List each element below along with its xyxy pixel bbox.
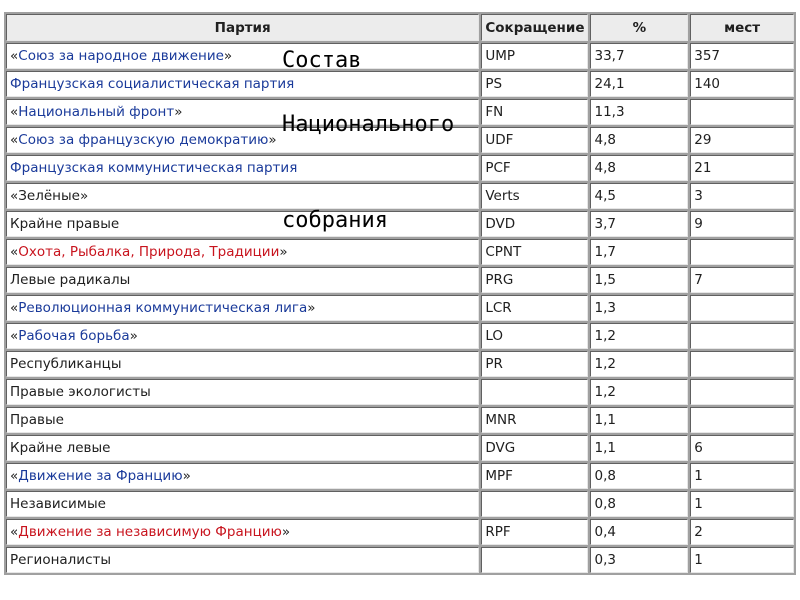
party-link[interactable]: Французская коммунистическая партия (10, 160, 298, 176)
party-link-missing[interactable]: Движение за независимую Францию (18, 524, 282, 540)
party-cell (6, 323, 479, 349)
abbr-cell: PRG (481, 267, 588, 293)
header-abbr: Сокращение (481, 14, 588, 41)
abbr-cell (481, 547, 588, 573)
table-header-row (6, 14, 794, 41)
seats-cell: 357 (690, 43, 794, 69)
parties-table (4, 12, 796, 575)
abbr-cell: Verts (481, 183, 588, 209)
seats-cell: 2 (690, 519, 794, 545)
quote-open: « (10, 300, 19, 316)
abbr-cell (481, 379, 588, 405)
party-cell (6, 71, 479, 97)
party-link[interactable]: Национальный фронт (18, 104, 175, 120)
overlay-title-line-2: Национального (282, 112, 455, 137)
pct-cell: 1,7 (590, 239, 688, 265)
pct-cell: 1,2 (590, 323, 688, 349)
overlay-title-line-3: собрания (282, 208, 388, 233)
header-party: Партия (6, 14, 479, 41)
pct-cell: 1,2 (590, 379, 688, 405)
quote-close: » (279, 244, 288, 260)
table-row (6, 547, 794, 573)
party-cell (6, 491, 479, 517)
abbr-cell: PR (481, 351, 588, 377)
table-row (6, 183, 794, 209)
header-seats: мест (690, 14, 794, 41)
party-name: Правые (10, 412, 64, 428)
party-name: Республиканцы (10, 356, 122, 372)
table-row (6, 267, 794, 293)
seats-cell (690, 351, 794, 377)
table-row (6, 323, 794, 349)
quote-open: « (10, 524, 19, 540)
pct-cell: 4,5 (590, 183, 688, 209)
quote-close: » (307, 300, 316, 316)
seats-cell: 3 (690, 183, 794, 209)
party-link-missing[interactable]: Охота, Рыбалка, Природа, Традиции (18, 244, 280, 260)
table-row (6, 295, 794, 321)
seats-cell: 7 (690, 267, 794, 293)
seats-cell: 29 (690, 127, 794, 153)
pct-cell: 1,2 (590, 351, 688, 377)
overlay-title-line-1: Состав (282, 48, 362, 73)
seats-cell: 9 (690, 211, 794, 237)
party-name: Регионалисты (10, 552, 112, 568)
party-cell (6, 407, 479, 433)
party-name: Крайне левые (10, 440, 111, 456)
seats-cell: 140 (690, 71, 794, 97)
table-row (6, 519, 794, 545)
party-cell (6, 211, 479, 237)
quote-open: « (10, 468, 19, 484)
seats-cell: 6 (690, 435, 794, 461)
party-cell (6, 519, 479, 545)
table-row (6, 435, 794, 461)
table-row (6, 239, 794, 265)
party-name: Левые радикалы (10, 272, 131, 288)
abbr-cell: CPNT (481, 239, 588, 265)
abbr-cell (481, 491, 588, 517)
party-cell (6, 295, 479, 321)
table-row (6, 463, 794, 489)
party-cell (6, 463, 479, 489)
party-cell (6, 127, 479, 153)
quote-open: « (10, 328, 19, 344)
pct-cell: 0,8 (590, 463, 688, 489)
quote-close: » (129, 328, 138, 344)
party-link[interactable]: Союз за народное движение (18, 48, 224, 64)
pct-cell: 4,8 (590, 127, 688, 153)
party-link[interactable]: Движение за Францию (18, 468, 183, 484)
pct-cell: 1,1 (590, 407, 688, 433)
pct-cell: 4,8 (590, 155, 688, 181)
table-row (6, 491, 794, 517)
party-name: Крайне правые (10, 216, 120, 232)
pct-cell: 1,1 (590, 435, 688, 461)
pct-cell: 0,3 (590, 547, 688, 573)
pct-cell: 0,8 (590, 491, 688, 517)
table-row (6, 379, 794, 405)
party-cell (6, 379, 479, 405)
abbr-cell: MPF (481, 463, 588, 489)
pct-cell: 33,7 (590, 43, 688, 69)
party-cell (6, 351, 479, 377)
abbr-cell: PCF (481, 155, 588, 181)
pct-cell: 3,7 (590, 211, 688, 237)
quote-close: » (281, 524, 291, 540)
seats-cell (690, 379, 794, 405)
table-row (6, 211, 794, 237)
quote-open: « (10, 104, 19, 120)
party-cell (6, 155, 479, 181)
party-cell (6, 267, 479, 293)
abbr-cell: LO (481, 323, 588, 349)
pct-cell: 11,3 (590, 99, 688, 125)
quote-open: « (10, 132, 19, 148)
table-row (6, 99, 794, 125)
party-cell (6, 99, 479, 125)
abbr-cell: MNR (481, 407, 588, 433)
quote-close: » (182, 468, 191, 484)
party-cell (6, 239, 479, 265)
party-name: Правые экологисты (10, 384, 151, 400)
party-link[interactable]: Союз за французскую демократию (18, 132, 269, 148)
pct-cell: 0,4 (590, 519, 688, 545)
quote-close: » (174, 104, 183, 120)
abbr-cell: DVD (481, 211, 588, 237)
abbr-cell: UDF (481, 127, 588, 153)
party-cell (6, 435, 479, 461)
party-cell (6, 43, 479, 69)
party-cell (6, 183, 479, 209)
party-name: Независимые (10, 496, 106, 512)
abbr-cell: DVG (481, 435, 588, 461)
seats-cell: 21 (690, 155, 794, 181)
table-row (6, 43, 794, 69)
abbr-cell: LCR (481, 295, 588, 321)
seats-cell (690, 295, 794, 321)
table-row (6, 155, 794, 181)
abbr-cell: PS (481, 71, 588, 97)
header-pct: % (590, 14, 688, 41)
seats-cell: 1 (690, 463, 794, 489)
quote-open: « (10, 244, 19, 260)
table-row (6, 351, 794, 377)
quote-open: « (10, 48, 19, 64)
party-link[interactable]: Революционная коммунистическая лига (18, 300, 308, 316)
table-row (6, 71, 794, 97)
abbr-cell: FN (481, 99, 588, 125)
quote-close: » (268, 132, 277, 148)
party-link[interactable]: Французская социалистическая партия (10, 76, 295, 92)
pct-cell: 24,1 (590, 71, 688, 97)
pct-cell: 1,5 (590, 267, 688, 293)
seats-cell: 1 (690, 491, 794, 517)
pct-cell: 1,3 (590, 295, 688, 321)
seats-cell (690, 323, 794, 349)
seats-cell (690, 99, 794, 125)
abbr-cell: RPF (481, 519, 588, 545)
party-cell (6, 547, 479, 573)
seats-cell (690, 407, 794, 433)
table-row (6, 127, 794, 153)
table-row (6, 407, 794, 433)
abbr-cell: UMP (481, 43, 588, 69)
party-name: «Зелёные» (10, 188, 89, 204)
seats-cell: 1 (690, 547, 794, 573)
seats-cell (690, 239, 794, 265)
quote-close: » (223, 48, 233, 64)
party-link[interactable]: Рабочая борьба (18, 328, 130, 344)
